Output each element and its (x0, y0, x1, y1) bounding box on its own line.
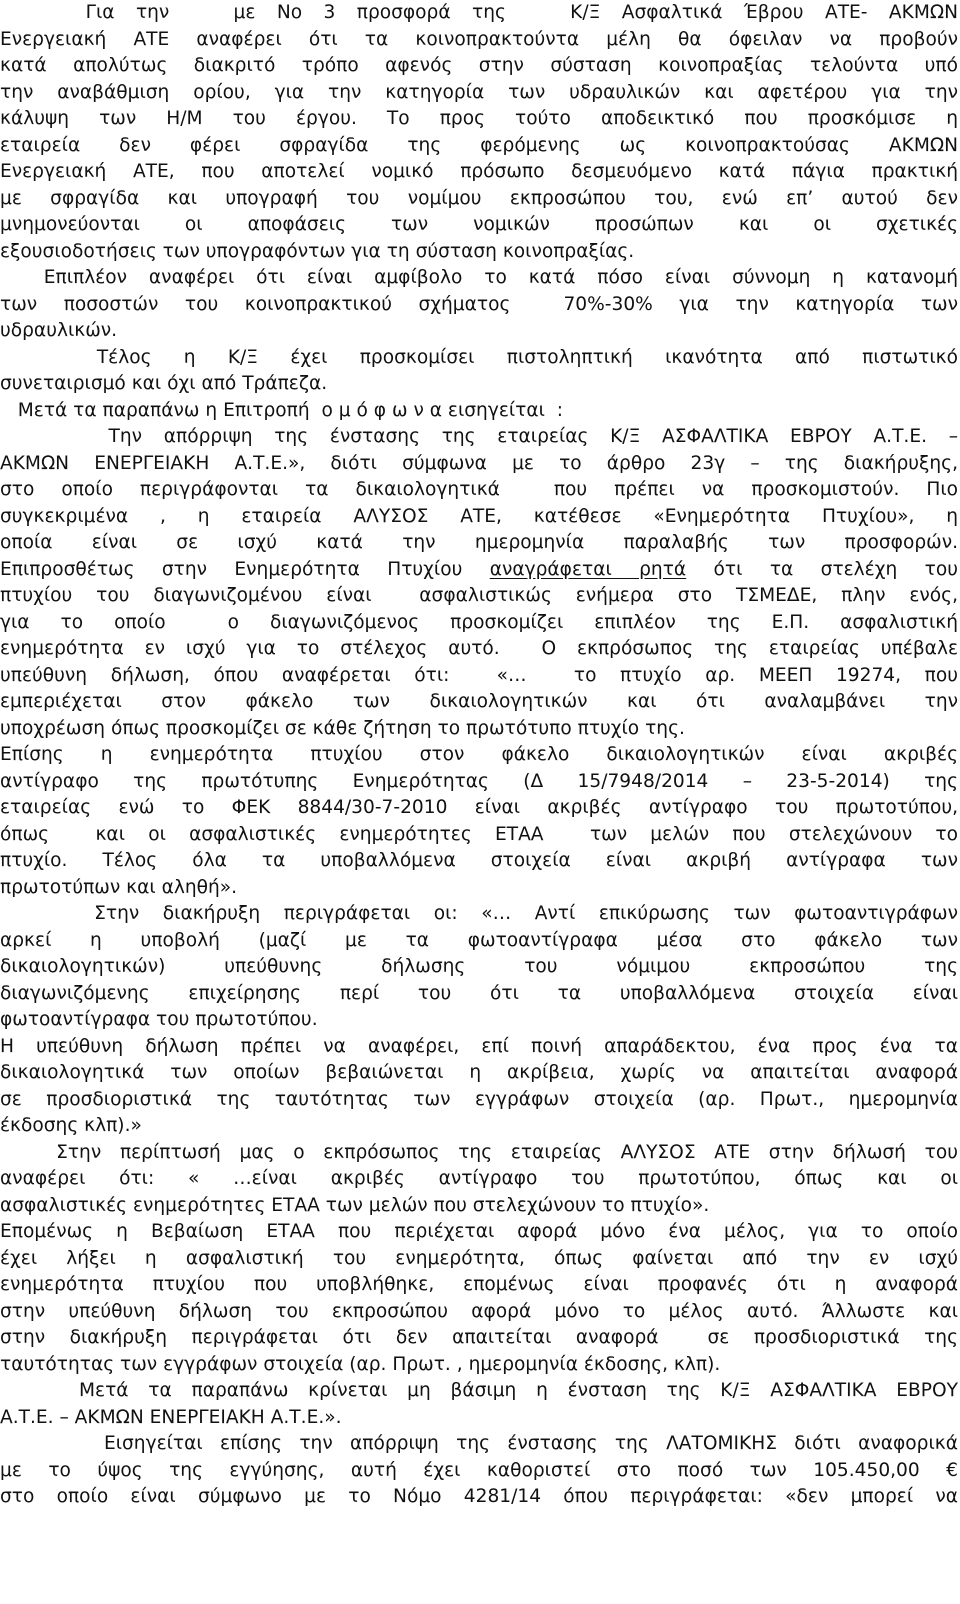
text-line: Επομένως η Βεβαίωση ΕΤΑΑ που περιέχεται αφορά μόνο ένα μέλος, για το οποίο (0, 1221, 958, 1242)
text-line: φωτοαντίγραφα του πρωτοτύπου. (0, 1009, 318, 1030)
text-line: οποία είναι σε ισχύ κατά την ημερομηνία παραλαβής των προσφορών. (0, 532, 958, 553)
text-line: ενημερότητα εν ισχύ για το στέλεχος αυτό. Ο εκπρόσωπος της εταιρείας υπέβαλε (0, 638, 958, 659)
text-line: όπως και οι ασφαλιστικές ενημερότητες ΕΤΑΑ των μελών που στελεχώνουν το (0, 823, 958, 845)
text-line: δικαιολογητικά των οποίων βεβαιώνεται η ακρίβεια, χωρίς να απαιτείται αναφορά (0, 1062, 958, 1083)
text-line: με το ύψος της εγγύησης, αυτή έχει καθοριστεί στο ποσό των 105.450,00 € (0, 1459, 958, 1481)
text-line: Ενεργειακή ΑΤΕ, που αποτελεί νομικό πρόσωπο δεσμευόμενο κατά πάγια πρακτική (0, 161, 958, 182)
text-line: Για την με Νο 3 προσφορά της Κ/Ξ Ασφαλτικά Έβρου ΑΤΕ- ΑΚΜΩΝ (0, 2, 958, 23)
text-line: δικαιολογητικών) υπεύθυνης δήλωσης του νόμιμου εκπροσώπου της (0, 956, 958, 977)
text-line: στο οποίο περιγράφονται τα δικαιολογητικά που πρέπει να προσκομιστούν. Πιο (0, 479, 958, 500)
underlined-text: αναγράφεται ρητά (489, 558, 687, 580)
text-line: μνημονεύονται οι αποφάσεις των νομικών προσώπων και οι σχετικές (0, 214, 958, 235)
text-line: διαγωνιζόμενης επιχείρησης περί του ότι τα υποβαλλόμενα στοιχεία είναι (0, 982, 958, 1004)
text-line: Επίσης η ενημερότητα πτυχίου στον φάκελο δικαιολογητικών είναι ακριβές (0, 744, 958, 765)
text-line: στην υπεύθυνη δήλωση του εκπροσώπου αφορά μόνο το μέλος αυτό. Άλλωστε και (0, 1300, 958, 1322)
text-line: εταιρείας ενώ το ΦΕΚ 8844/30-7-2010 είναι ακριβές αντίγραφο του πρωτοτύπου, (0, 797, 958, 818)
text-line: Στην περίπτωσή μας ο εκπρόσωπος της εταιρείας ΑΛΥΣΟΣ ΑΤΕ στην δήλωσή του (0, 1141, 958, 1163)
text-line: ταυτότητας των εγγράφων στοιχεία (αρ. Πρωτ. , ημερομηνία έκδοσης, κλπ). (0, 1353, 721, 1375)
text-line: στην διακήρυξη περιγράφεται ότι δεν απαιτείται αναφορά σε προσδιοριστικά της (0, 1327, 958, 1348)
text-line: υδραυλικών. (0, 320, 118, 341)
text-line: σε προσδιοριστικά της ταυτότητας των εγγράφων στοιχεία (αρ. Πρωτ., ημερομηνία (0, 1088, 958, 1110)
text-line: Μετά τα παραπάνω κρίνεται μη βάσιμη η ένσταση της Κ/Ξ ΑΣΦΑΛΤΙΚΑ ΕΒΡΟΥ (0, 1380, 958, 1401)
text-line: Τέλος η Κ/Ξ έχει προσκομίσει πιστοληπτική ικανότητα από πιστωτικό (0, 346, 958, 368)
text-line: για το οποίο ο διαγωνιζόμενος προσκομίζει επιπλέον της Ε.Π. ασφαλιστική (0, 611, 958, 633)
text-line: ενημερότητα πτυχίου που υποβλήθηκε, επομένως είναι προφανές ότι η αναφορά (0, 1274, 958, 1295)
text-line: ΑΚΜΩΝ ΕΝΕΡΓΕΙΑΚΗ Α.Τ.Ε.», διότι σύμφωνα με το άρθρο 23γ – της διακήρυξης, (0, 452, 958, 474)
text-line: Α.Τ.Ε. – ΑΚΜΩΝ ΕΝΕΡΓΕΙΑΚΗ Α.Τ.Ε.». (0, 1406, 342, 1428)
text-line: εμπεριέχεται στον φάκελο των δικαιολογητικών και ότι αναλαμβάνει την (0, 691, 958, 712)
text-segment: ότι τα στελέχη του (686, 558, 958, 580)
text-line: πρωτοτύπων και αληθή». (0, 876, 238, 898)
text-line: υπεύθυνη δήλωση, όπου αναφέρεται ότι: «… το πτυχίο αρ. ΜΕΕΠ 19274, που (0, 664, 958, 686)
text-line: ασφαλιστικές ενημερότητες ΕΤΑΑ των μελών που στελεχώνουν το πτυχίο». (0, 1194, 710, 1216)
text-line: την αναβάθμιση ορίου, για την κατηγορία των υδραυλικών και αφετέρου για την (0, 81, 958, 103)
text-line: πτυχίου του διαγωνιζομένου είναι ασφαλιστικώς ενήμερα στο ΤΣΜΕΔΕ, πλην ενός, (0, 585, 958, 606)
text-segment: Επιπροσθέτως στην Ενημερότητα Πτυχίου (0, 558, 490, 580)
text-line: Μετά τα παραπάνω η Επιτροπή ο μ ό φ ω ν α εισηγείται : (0, 399, 563, 421)
text-line: συγκεκριμένα , η εταιρεία ΑΛΥΣΟΣ ΑΤΕ, κατέθεσε «Ενημερότητα Πτυχίου», η (0, 505, 958, 527)
text-line: αρκεί η υποβολή (μαζί με τα φωτοαντίγραφα μέσα στο φάκελο των (0, 929, 958, 951)
text-line: κατά απολύτως διακριτό τρόπο αφενός στην σύσταση κοινοπραξίας τελούντα υπό (0, 55, 958, 76)
text-line: αναφέρει ότι: « …είναι ακριβές αντίγραφο του πρωτοτύπου, όπως και οι (0, 1168, 958, 1189)
text-line: Ενεργειακή ΑΤΕ αναφέρει ότι τα κοινοπρακτούντα μέλη θα όφειλαν να προβούν (0, 28, 958, 50)
text-line: Επιπλέον αναφέρει ότι είναι αμφίβολο το κατά πόσο είναι σύννομη η κατανομή (0, 267, 958, 288)
text-line (0, 557, 958, 583)
text-line: έκδοσης κλπ).» (0, 1115, 142, 1136)
text-line: έχει λήξει η ασφαλιστική του ενημερότητα, όπως φαίνεται από την εν ισχύ (0, 1247, 958, 1269)
text-line: κάλυψη των Η/Μ του έργου. Το προς τούτο αποδεικτικό που προσκόμισε η (0, 108, 958, 129)
text-line: εξουσιοδοτήσεις των υπογραφόντων για τη σύσταση κοινοπραξίας. (0, 240, 635, 262)
text-line: συνεταιρισμό και όχι από Τράπεζα. (0, 373, 328, 394)
text-line: υποχρέωση όπως προσκομίζει σε κάθε ζήτηση το πρωτότυπο πτυχίο της. (0, 717, 685, 739)
text-line: Στην διακήρυξη περιγράφεται οι: «… Αντί επικύρωσης των φωτοαντιγράφων (0, 903, 958, 924)
text-line: στο οποίο είναι σύμφωνο με το Νόμο 4281/14 όπου περιγράφεται: «δεν μπορεί να (0, 1486, 958, 1507)
text-line: εταιρεία δεν φέρει σφραγίδα της φερόμενης ως κοινοπρακτούσας ΑΚΜΩΝ (0, 134, 958, 156)
text-line: Την απόρριψη της ένστασης της εταιρείας Κ/Ξ ΑΣΦΑΛΤΙΚΑ ΕΒΡΟΥ Α.Τ.Ε. – (0, 426, 958, 447)
text-line: των ποσοστών του κοινοπρακτικού σχήματος 70%-30% για την κατηγορία των (0, 293, 958, 315)
text-line: με σφραγίδα και υπογραφή του νομίμου εκπροσώπου του, ενώ επ’ αυτού δεν (0, 187, 958, 209)
text-line: Εισηγείται επίσης την απόρριψη της ένστασης της ΛΑΤΟΜΙΚΗΣ διότι αναφορικά (0, 1433, 958, 1454)
text-line: αντίγραφο της πρωτότυπης Ενημερότητας (Δ 15/7948/2014 – 23-5-2014) της (0, 770, 958, 792)
text-line: πτυχίο. Τέλος όλα τα υποβαλλόμενα στοιχεία είναι ακριβή αντίγραφα των (0, 850, 958, 871)
text-line: Η υπεύθυνη δήλωση πρέπει να αναφέρει, επί ποινή απαράδεκτου, ένα προς ένα τα (0, 1035, 958, 1057)
